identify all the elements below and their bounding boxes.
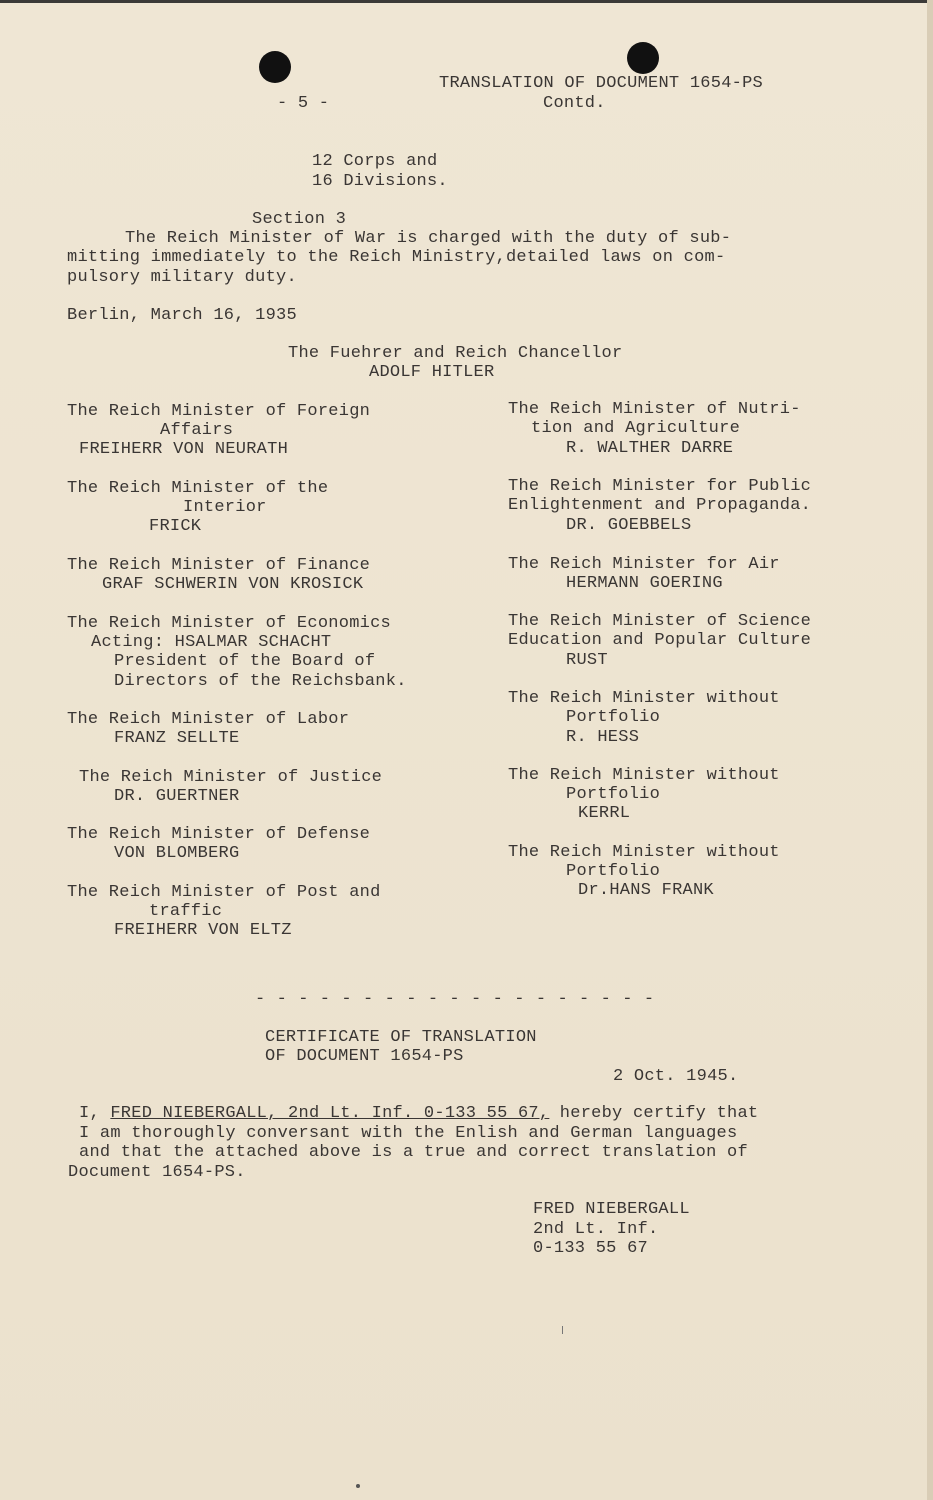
- minister-title: The Reich Minister without: [508, 843, 780, 862]
- minister-name: FREIHERR VON NEURATH: [79, 440, 289, 459]
- punch-hole-left: [259, 51, 291, 83]
- fuehrer-title: The Fuehrer and Reich Chancellor: [288, 344, 623, 363]
- minister-title-cont: tion and Agriculture: [531, 419, 741, 438]
- page-number: - 5 -: [277, 94, 330, 113]
- minister-title-cont: Portfolio: [566, 708, 661, 727]
- section-text-line-3: pulsory military duty.: [67, 268, 297, 287]
- certificate-title: CERTIFICATE OF TRANSLATION: [265, 1028, 537, 1047]
- minister-name: RUST: [566, 651, 608, 670]
- minister-name: Dr.HANS FRANK: [578, 881, 714, 900]
- minister-name: FREIHERR VON ELTZ: [114, 921, 292, 940]
- punch-hole-right: [627, 42, 659, 74]
- certificate-line-1: [79, 1104, 758, 1124]
- section-text-line-1: The Reich Minister of War is charged with the duty of sub-: [125, 229, 732, 248]
- minister-name: R. WALTHER DARRE: [566, 439, 734, 458]
- section-divider: - - - - - - - - - - - - - - - - - - -: [255, 990, 655, 1009]
- minister-name: HERMANN GOERING: [566, 574, 723, 593]
- minister-title: The Reich Minister of Justice: [79, 768, 383, 787]
- minister-title: The Reich Minister of the: [67, 479, 329, 498]
- minister-title: The Reich Minister of Science: [508, 612, 812, 631]
- minister-title: The Reich Minister for Air: [508, 555, 780, 574]
- minister-name: FRANZ SELLTE: [114, 729, 240, 748]
- page-right-edge: [927, 0, 933, 1500]
- minister-title: The Reich Minister of Defense: [67, 825, 371, 844]
- certificate-subtitle: OF DOCUMENT 1654-PS: [265, 1047, 464, 1066]
- page-top-edge: [0, 0, 933, 3]
- minister-title: The Reich Minister of Labor: [67, 710, 350, 729]
- minister-title-cont: Interior: [183, 498, 267, 517]
- corps-line-2: 16 Divisions.: [312, 172, 448, 191]
- minister-title-cont: Portfolio: [566, 785, 661, 804]
- certificate-date: 2 Oct. 1945.: [613, 1067, 739, 1086]
- minister-name: KERRL: [578, 804, 631, 823]
- stray-dot: [356, 1484, 360, 1488]
- minister-title: The Reich Minister without: [508, 689, 780, 708]
- minister-title: The Reich Minister of Post and: [67, 883, 381, 902]
- certificate-line-2: I am thoroughly conversant with the Enlish and German languages: [79, 1124, 738, 1143]
- minister-name: Acting: HSALMAR SCHACHT: [91, 633, 332, 652]
- minister-title: The Reich Minister for Public: [508, 477, 812, 496]
- minister-name: DR. GUERTNER: [114, 787, 240, 806]
- minister-title-cont: Affairs: [160, 421, 234, 440]
- minister-note: President of the Board of: [114, 652, 376, 671]
- signature-serial: 0-133 55 67: [533, 1239, 648, 1258]
- section-text-line-2: mitting immediately to the Reich Ministry,detailed laws on com-: [67, 248, 726, 267]
- minister-name: DR. GOEBBELS: [566, 516, 692, 535]
- minister-title: The Reich Minister of Finance: [67, 556, 371, 575]
- corps-line-1: 12 Corps and: [312, 152, 438, 171]
- place-date: Berlin, March 16, 1935: [67, 306, 297, 325]
- contd-label: Contd.: [543, 94, 606, 113]
- minister-name: FRICK: [149, 517, 202, 536]
- signature-name: FRED NIEBERGALL: [533, 1200, 690, 1219]
- minister-title: The Reich Minister of Nutri-: [508, 400, 801, 419]
- signature-rank: 2nd Lt. Inf.: [533, 1220, 659, 1239]
- certificate-line-3: and that the attached above is a true and correct translation of: [79, 1143, 748, 1162]
- minister-title-cont: traffic: [149, 902, 223, 921]
- section-heading: Section 3: [252, 210, 347, 229]
- certifier-name-underlined: FRED NIEBERGALL, 2nd Lt. Inf. 0-133 55 67,: [110, 1104, 550, 1123]
- minister-title: The Reich Minister of Foreign: [67, 402, 371, 421]
- stray-tick: [562, 1326, 563, 1334]
- minister-note-cont: Directors of the Reichsbank.: [114, 672, 407, 691]
- certificate-line-1-suffix: hereby certify that: [559, 1104, 759, 1123]
- minister-title-cont: Enlightenment and Propaganda.: [508, 496, 812, 515]
- minister-title-cont: Education and Popular Culture: [508, 631, 812, 650]
- minister-name: GRAF SCHWERIN VON KROSICK: [102, 575, 364, 594]
- minister-title-cont: Portfolio: [566, 862, 661, 881]
- minister-title: The Reich Minister of Economics: [67, 614, 392, 633]
- certificate-line-1-prefix: I,: [79, 1104, 100, 1123]
- certificate-line-4: Document 1654-PS.: [68, 1163, 246, 1182]
- document-title: TRANSLATION OF DOCUMENT 1654-PS: [439, 74, 764, 93]
- minister-name: VON BLOMBERG: [114, 844, 240, 863]
- fuehrer-name: ADOLF HITLER: [369, 363, 495, 382]
- minister-title: The Reich Minister without: [508, 766, 780, 785]
- minister-name: R. HESS: [566, 728, 640, 747]
